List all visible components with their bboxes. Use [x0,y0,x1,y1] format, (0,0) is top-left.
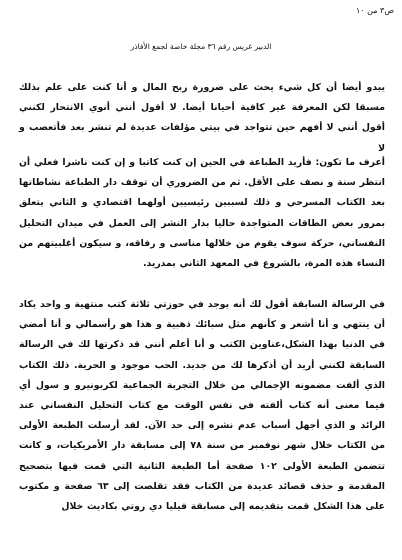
page-number: ص٣ من ١٠ [355,6,394,15]
running-header: الدبير غريس رقم ٣٦ مجلة خاصة لجمع الأفاذر [130,42,272,51]
body-paragraph: أعرف ما تكون: فأريد الطباعة في الحين إن كنت كاتبا و إن كنت ناشرا فعلي أن انتظر سنة و نصف على الأقل. ثم من الضروري أن توقف دار الطباعة نشاطاتها بعد الكتاب المسرحي و ذلك لسببين رئيسيين أولهما اقتصادي و الثاني يتعلق بمرور بعض الطاقات المتواجدة حاليا بدار النشر إلى العمل في ميدان التحليل النفساني، حركة سوف يقوم من خلالها مناسى و رفاقه، و سيكون أغلبيتهم من النساء هذه المرة، بالشروع في المعهد الثاني بمدريد. [19,157,385,270]
body-paragraph: يبدو أيضا أن كل شيء يحث على ضرورة ربح المال و أنا كنت على علم بذلك مسبقا لكن المعرفة غير كافية أحيانا أيضا. لا أقول أنني أنوي الانتحار لكنني أقول أنني لا أفهم حين تتواجد في بيتي مؤلفات عديدة لم تنشر بعد فأتعصب و لا [19,82,385,154]
body-paragraph: في الرسالة السابقة أقول لك أنه يوجد في حوزتي ثلاثة كتب منتهية و واحد يكاد أن ينتهي و أنا أشعر و كأنهم مثل سبائك ذهبية و هذا هو رأسمالي و أنا أمضي في الدنيا بهذا الشكل،عناوين الكتب و أنا أعلم أنني قد ذكرتها لك في الرسالة السابقة لكنني أريد أن أذكرها لك من جديد. الحب موجود و الحرية. ذلك الكتاب الذي ألفت مضمونه الإجمالي من خلال التجربة الجماعية لكربونيرو و سول أي فيما معنى أنه كتاب ألفته في نفس الوقت مع كتاب التحليل النفساني عند الرائد و الذي أجهل أسباب عدم نشره إلى حد الآن. لقد أرسلت الطبعة الأولى من الكتاب خلال شهر نوفمبر من سنة ٧٨ إلى مسابقة دار الأمريكيات، و كانت تتضمن الطبعة الأولى ١٠٢ صفحة أما الطبعة الثانية التي قمت فيها بتصحيح المقدمة و حذف قصائد عديدة من الكتاب فقد تقلصت إلى ٦٣ صفحة و مكتوب على هذا الشكل قمت بتقديمه إلى مسابقة فيليا دي روتي بكاديث خلال [19,299,385,513]
